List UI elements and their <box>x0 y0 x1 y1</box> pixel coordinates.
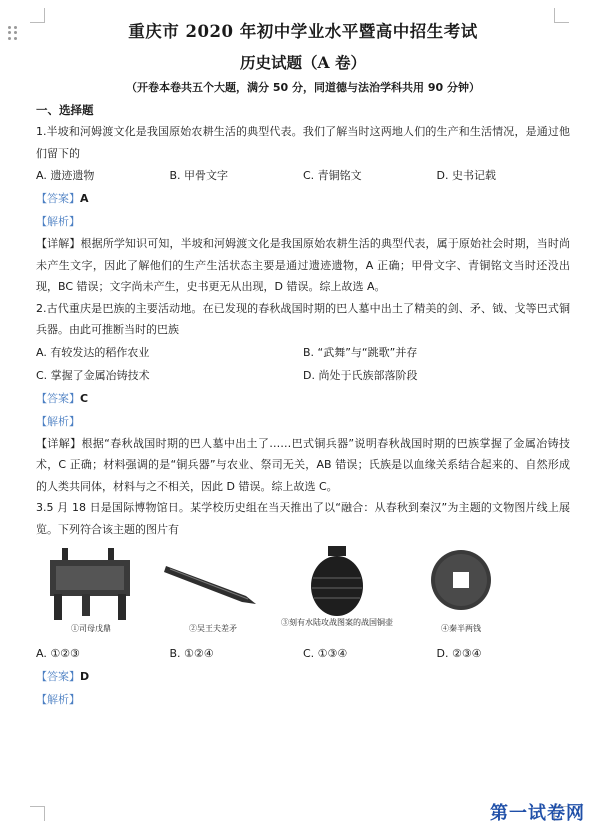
analysis-label: 【解析】 <box>36 215 80 228</box>
artifact-caption: ④秦半两钱 <box>441 624 481 633</box>
option-a: A. 遗迹遗物 <box>36 169 95 182</box>
option-d: D. ②③④ <box>436 647 482 660</box>
artifact-coin <box>406 544 516 642</box>
option-list <box>36 341 570 364</box>
answer-value: D <box>80 670 90 683</box>
option-list <box>36 164 570 187</box>
artifact-ding <box>36 544 146 642</box>
answer-line <box>36 665 570 688</box>
option-c: C. 掌握了金属冶铸技术 <box>36 368 150 382</box>
analysis-label: 【解析】 <box>36 693 80 706</box>
option-list <box>36 364 570 387</box>
artifact-pot <box>280 544 394 642</box>
bronze-pot-icon <box>280 544 394 624</box>
detail-explanation: 【详解】根据所学知识可知，半坡和河姆渡文化是我国原始农耕生活的典型代表，属于原始社会时期，当时尚未产生文字，因此了解他们的生产生活状态主要是通过遗迹遗物，A 正确；甲骨文字、青铜铭文当时还没出现，BC 错误；文字尚未产生，史书更无从出现，D 错误。综上故选 A。 <box>36 237 570 293</box>
option-b: B. 甲骨文字 <box>169 169 229 182</box>
artifact-images <box>36 544 570 642</box>
bronze-spear-icon <box>158 544 268 624</box>
answer-label: 【答案】 <box>36 391 80 405</box>
option-b: B. ①②④ <box>169 647 214 660</box>
option-d: D. 尚处于氏族部落阶段 <box>303 368 418 382</box>
option-d: D. 史书记载 <box>436 169 496 182</box>
answer-value: A <box>80 192 89 205</box>
page-subtitle: 历史试题（A 卷） <box>240 53 366 72</box>
question-stem: 1.半坡和河姆渡文化是我国原始农耕生活的典型代表。我们了解当时这两地人们的生产和生活情况，是通过他们留下的 <box>36 125 570 160</box>
option-c: C. ①③④ <box>303 647 348 660</box>
drag-handle-icon[interactable] <box>8 26 18 40</box>
artifact-spear <box>158 544 268 642</box>
question-stem: 2.古代重庆是巴族的主要活动地。在已发现的春秋战国时期的巴人墓中出土了精美的剑、矛、钺、戈等巴式铜兵器。由此可推断当时的巴族 <box>36 301 570 336</box>
artifact-caption: ①司母戊鼎 <box>71 624 111 633</box>
analysis-label: 【解析】 <box>36 414 80 428</box>
answer-line <box>36 387 570 410</box>
answer-line <box>36 187 570 210</box>
answer-value: C <box>80 391 89 405</box>
ancient-coin-icon <box>406 544 516 624</box>
question-stem: 3.5 月 18 日是国际博物馆日。某学校历史组在当天推出了以“融合：从春秋到秦汉”为主题的文物图片线上展览。下列符合该主题的图片有 <box>36 501 570 536</box>
option-a: A. ①②③ <box>36 647 80 660</box>
option-c: C. 青铜铭文 <box>303 169 362 182</box>
answer-label: 【答案】 <box>36 192 80 205</box>
section-heading: 一、选择题 <box>36 103 94 117</box>
detail-explanation: 【详解】根据“春秋战国时期的巴人墓中出土了……巴式铜兵器”说明春秋战国时期的巴族掌握了金属冶铸技术，C 正确；材料强调的是“铜兵器”与农业、祭司无关，AB 错误；氏族是以血缘关系结合起来的、自然形成的人类共同体，材料与之不相关，因此 D 错误。综上故选 C。 <box>36 436 570 493</box>
exam-note: （开卷本卷共五个大题，满分 50 分，同道德与法治学科共用 90 分钟） <box>126 81 480 94</box>
artifact-caption: ③刻有水陆攻战图案的战国铜壶 <box>281 618 393 627</box>
option-a: A. 有较发达的稻作农业 <box>36 345 150 359</box>
site-watermark: 第一试卷网 <box>490 803 585 824</box>
artifact-caption: ②吴王夫差矛 <box>189 624 237 633</box>
option-list <box>36 642 570 665</box>
document-page <box>36 14 570 711</box>
bronze-ding-icon <box>36 544 146 624</box>
page-title: 重庆市 2020 年初中学业水平暨高中招生考试 <box>128 22 478 41</box>
answer-label: 【答案】 <box>36 670 80 683</box>
option-b: B. “武舞”与“跳歌”并存 <box>303 345 418 359</box>
page-corner-mark <box>30 806 45 821</box>
